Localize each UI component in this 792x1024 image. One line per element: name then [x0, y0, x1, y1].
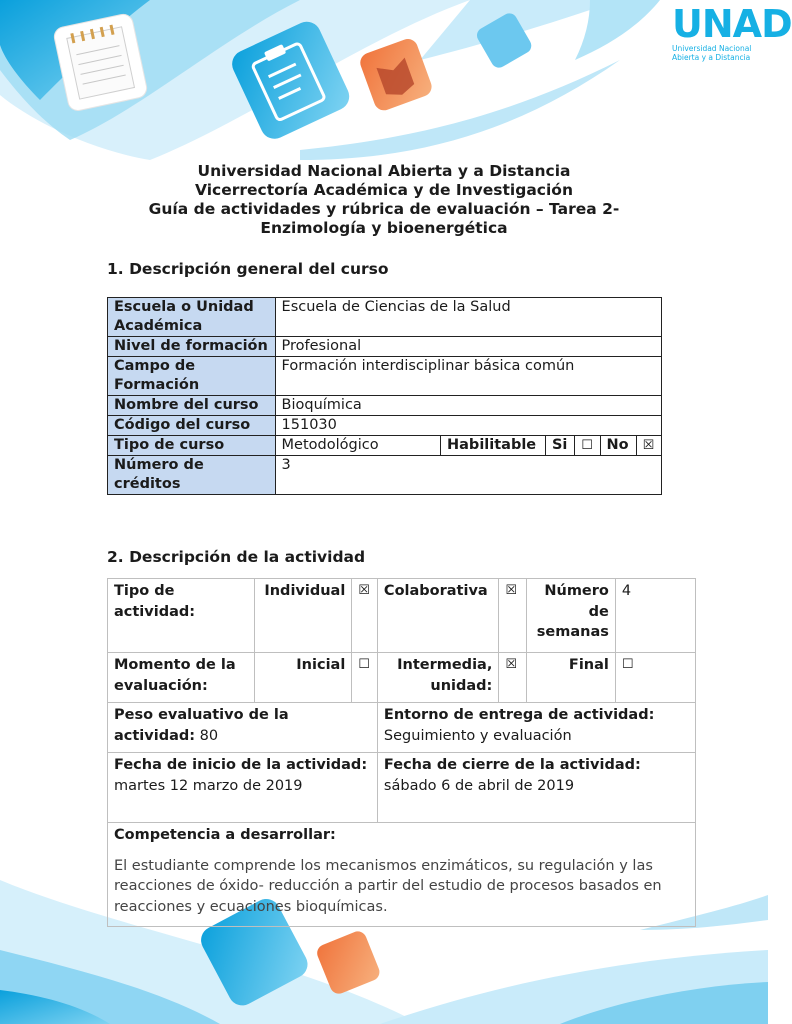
unad-logo	[672, 2, 792, 76]
peso-label: Peso evaluativo de la actividad:	[114, 707, 289, 744]
table-row	[108, 753, 696, 823]
unad-logo-mark: UNAD	[672, 2, 792, 46]
si-label: Si	[545, 436, 574, 456]
peso-cell	[108, 703, 378, 753]
colaborativa-checkbox: ☒	[499, 579, 527, 653]
row-value-campo: Formación interdisciplinar básica común	[275, 357, 661, 396]
individual-checkbox: ☒	[352, 579, 378, 653]
inicio-cell	[108, 753, 378, 823]
table-row	[108, 298, 662, 337]
row-label-nivel: Nivel de formación	[108, 337, 276, 357]
table-row	[108, 396, 662, 416]
table-row	[108, 703, 696, 753]
row-label-escuela: Escuela o Unidad Académica	[108, 298, 276, 337]
peso-value: 80	[199, 727, 219, 744]
unad-logo-subtitle: Universidad Nacional Abierta y a Distancia	[672, 44, 752, 62]
entorno-cell	[377, 703, 695, 753]
row-label-codigo: Código del curso	[108, 416, 276, 436]
row-label-campo: Campo de Formación	[108, 357, 276, 396]
table-row	[108, 416, 662, 436]
row-label-creditos: Número de créditos	[108, 456, 276, 495]
inicial-label: Inicial	[254, 653, 352, 703]
inicio-label: Fecha de inicio de la actividad:	[114, 757, 368, 773]
no-checkbox: ☒	[636, 436, 661, 456]
competencia-text: El estudiante comprende los mecanismos enzimáticos, su regulación y las reacciones de óxido- reducción a partir del estudio de procesos basados en reacciones y ecuaciones bioquímicas.	[114, 857, 662, 915]
activity-table	[107, 578, 696, 927]
title-line-4: Enzimología y bioenergética	[260, 219, 508, 237]
inicio-value: martes 12 marzo de 2019	[114, 777, 303, 794]
document-title	[100, 162, 668, 238]
intermedia-checkbox: ☒	[499, 653, 527, 703]
final-checkbox: ☐	[615, 653, 695, 703]
row-value-nivel: Profesional	[275, 337, 661, 357]
table-row	[108, 456, 662, 495]
row-value-tipo: Metodológico	[275, 436, 440, 456]
row-label-nombre: Nombre del curso	[108, 396, 276, 416]
no-label: No	[600, 436, 636, 456]
semanas-label: Número de semanas	[527, 579, 615, 653]
course-info-table	[107, 297, 662, 495]
table-row	[108, 823, 696, 927]
cierre-value: sábado 6 de abril de 2019	[383, 777, 575, 794]
table-row	[108, 436, 662, 456]
individual-label: Individual	[254, 579, 352, 653]
intermedia-label: Intermedia, unidad:	[377, 653, 498, 703]
momento-label: Momento de la evaluación:	[108, 653, 255, 703]
inicial-checkbox: ☐	[352, 653, 378, 703]
cierre-cell	[377, 753, 695, 823]
table-row	[108, 337, 662, 357]
title-line-1: Universidad Nacional Abierta y a Distancia	[197, 162, 571, 180]
colaborativa-label: Colaborativa	[377, 579, 498, 653]
title-line-3: Guía de actividades y rúbrica de evaluación – Tarea 2-	[148, 200, 620, 218]
table-row	[108, 579, 696, 653]
row-value-escuela: Escuela de Ciencias de la Salud	[275, 298, 661, 337]
si-checkbox: ☐	[575, 436, 600, 456]
entorno-label: Entorno de entrega de actividad:	[383, 707, 655, 723]
habilitable-label: Habilitable	[441, 436, 546, 456]
table-row	[108, 653, 696, 703]
competencia-cell	[108, 823, 696, 927]
section-2-heading: 2. Descripción de la actividad	[107, 548, 366, 566]
title-line-2: Vicerrectoría Académica y de Investigación	[195, 181, 573, 199]
final-label: Final	[527, 653, 615, 703]
row-value-codigo: 151030	[275, 416, 661, 436]
cierre-label: Fecha de cierre de la actividad:	[383, 757, 641, 773]
row-label-tipo: Tipo de curso	[108, 436, 276, 456]
competencia-label: Competencia a desarrollar:	[114, 827, 336, 843]
table-row	[108, 357, 662, 396]
entorno-value: Seguimiento y evaluación	[383, 727, 572, 744]
section-1-heading: 1. Descripción general del curso	[107, 260, 389, 278]
semanas-value: 4	[615, 579, 695, 653]
tipo-actividad-label: Tipo de actividad:	[108, 579, 255, 653]
row-value-nombre: Bioquímica	[275, 396, 661, 416]
row-value-creditos: 3	[275, 456, 661, 495]
